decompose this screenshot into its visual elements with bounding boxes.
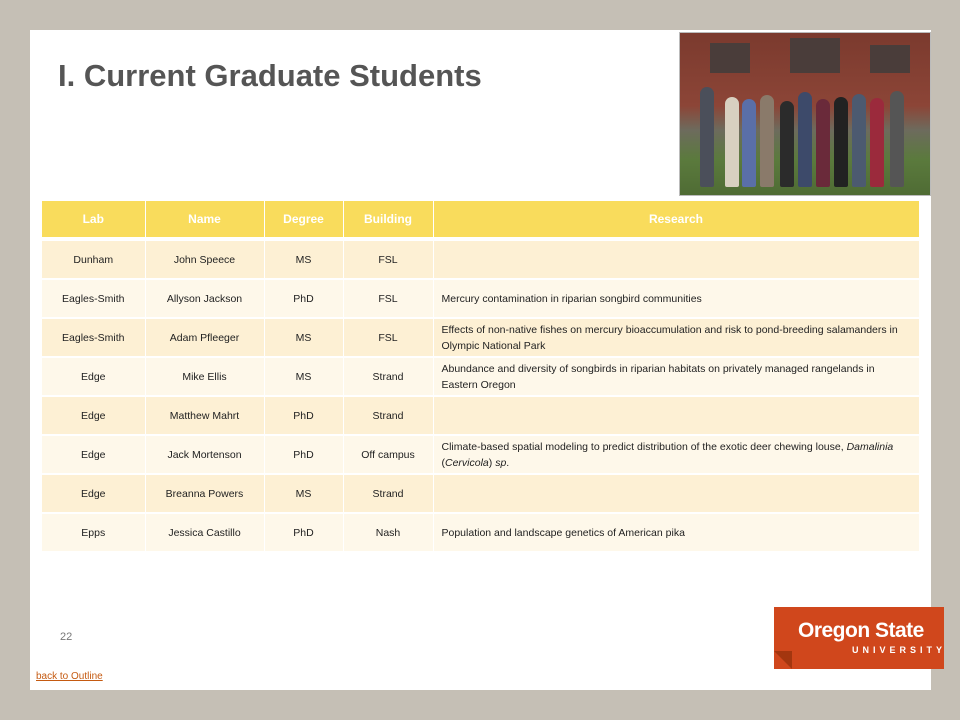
table-row — [42, 279, 919, 318]
logo-fold-icon — [774, 651, 792, 669]
cell-degree: MS — [264, 357, 343, 396]
research-text: . — [506, 456, 510, 469]
species-abbrev: sp — [495, 456, 507, 469]
table-row — [42, 239, 919, 279]
cell-degree: PhD — [264, 513, 343, 551]
cell-research — [433, 239, 919, 279]
cell-building: FSL — [343, 239, 433, 279]
cell-building: Nash — [343, 513, 433, 551]
header-degree: Degree — [264, 201, 343, 239]
cell-name: John Speece — [145, 239, 264, 279]
cell-lab: Dunham — [42, 239, 145, 279]
header-building: Building — [343, 201, 433, 239]
research-text: Climate-based spatial modeling to predict distribution of the exotic deer chewing louse, — [441, 440, 847, 453]
cell-research: Population and landscape genetics of American pika — [433, 513, 919, 551]
group-photo — [679, 32, 931, 196]
cell-lab: Eagles-Smith — [42, 318, 145, 357]
cell-degree: PhD — [264, 279, 343, 318]
cell-building: Strand — [343, 396, 433, 435]
logo-text-primary: Oregon State — [798, 619, 924, 642]
header-name: Name — [145, 201, 264, 239]
cell-research — [433, 435, 919, 474]
cell-lab: Edge — [42, 435, 145, 474]
cell-lab: Edge — [42, 474, 145, 513]
cell-name: Breanna Powers — [145, 474, 264, 513]
cell-building: Strand — [343, 357, 433, 396]
slide — [30, 30, 931, 690]
table-header-row — [42, 201, 919, 239]
students-table — [42, 201, 920, 551]
subgenus-name: Cervicola — [445, 456, 489, 469]
table-row — [42, 435, 919, 474]
page-title: I. Current Graduate Students — [58, 58, 482, 93]
table-row — [42, 513, 919, 551]
cell-lab: Eagles-Smith — [42, 279, 145, 318]
cell-research: Effects of non-native fishes on mercury bioaccumulation and risk to pond-breeding salamanders in Olympic National Park — [433, 318, 919, 357]
cell-building: FSL — [343, 318, 433, 357]
cell-research: Abundance and diversity of songbirds in riparian habitats on privately managed rangelands in Eastern Oregon — [433, 357, 919, 396]
cell-building: FSL — [343, 279, 433, 318]
back-to-outline-link[interactable]: back to Outline — [36, 671, 103, 682]
logo-text-secondary: UNIVERSITY — [852, 645, 947, 655]
research-text: ) — [488, 456, 496, 469]
cell-degree: MS — [264, 239, 343, 279]
cell-name: Allyson Jackson — [145, 279, 264, 318]
research-text: ( — [441, 456, 445, 469]
cell-research — [433, 474, 919, 513]
table-row — [42, 396, 919, 435]
cell-name: Jessica Castillo — [145, 513, 264, 551]
cell-degree: PhD — [264, 396, 343, 435]
cell-research — [433, 396, 919, 435]
header-research: Research — [433, 201, 919, 239]
cell-degree: MS — [264, 474, 343, 513]
cell-building: Strand — [343, 474, 433, 513]
cell-research: Mercury contamination in riparian songbird communities — [433, 279, 919, 318]
cell-name: Mike Ellis — [145, 357, 264, 396]
genus-name: Damalinia — [846, 440, 894, 453]
header-lab: Lab — [42, 201, 145, 239]
cell-lab: Edge — [42, 396, 145, 435]
cell-degree: PhD — [264, 435, 343, 474]
table-row — [42, 318, 919, 357]
cell-degree: MS — [264, 318, 343, 357]
page-number: 22 — [60, 631, 73, 643]
cell-name: Jack Mortenson — [145, 435, 264, 474]
cell-name: Matthew Mahrt — [145, 396, 264, 435]
cell-lab: Edge — [42, 357, 145, 396]
cell-name: Adam Pfleeger — [145, 318, 264, 357]
oregon-state-logo — [774, 607, 947, 669]
cell-lab: Epps — [42, 513, 145, 551]
table-row — [42, 474, 919, 513]
table-row — [42, 357, 919, 396]
cell-building: Off campus — [343, 435, 433, 474]
